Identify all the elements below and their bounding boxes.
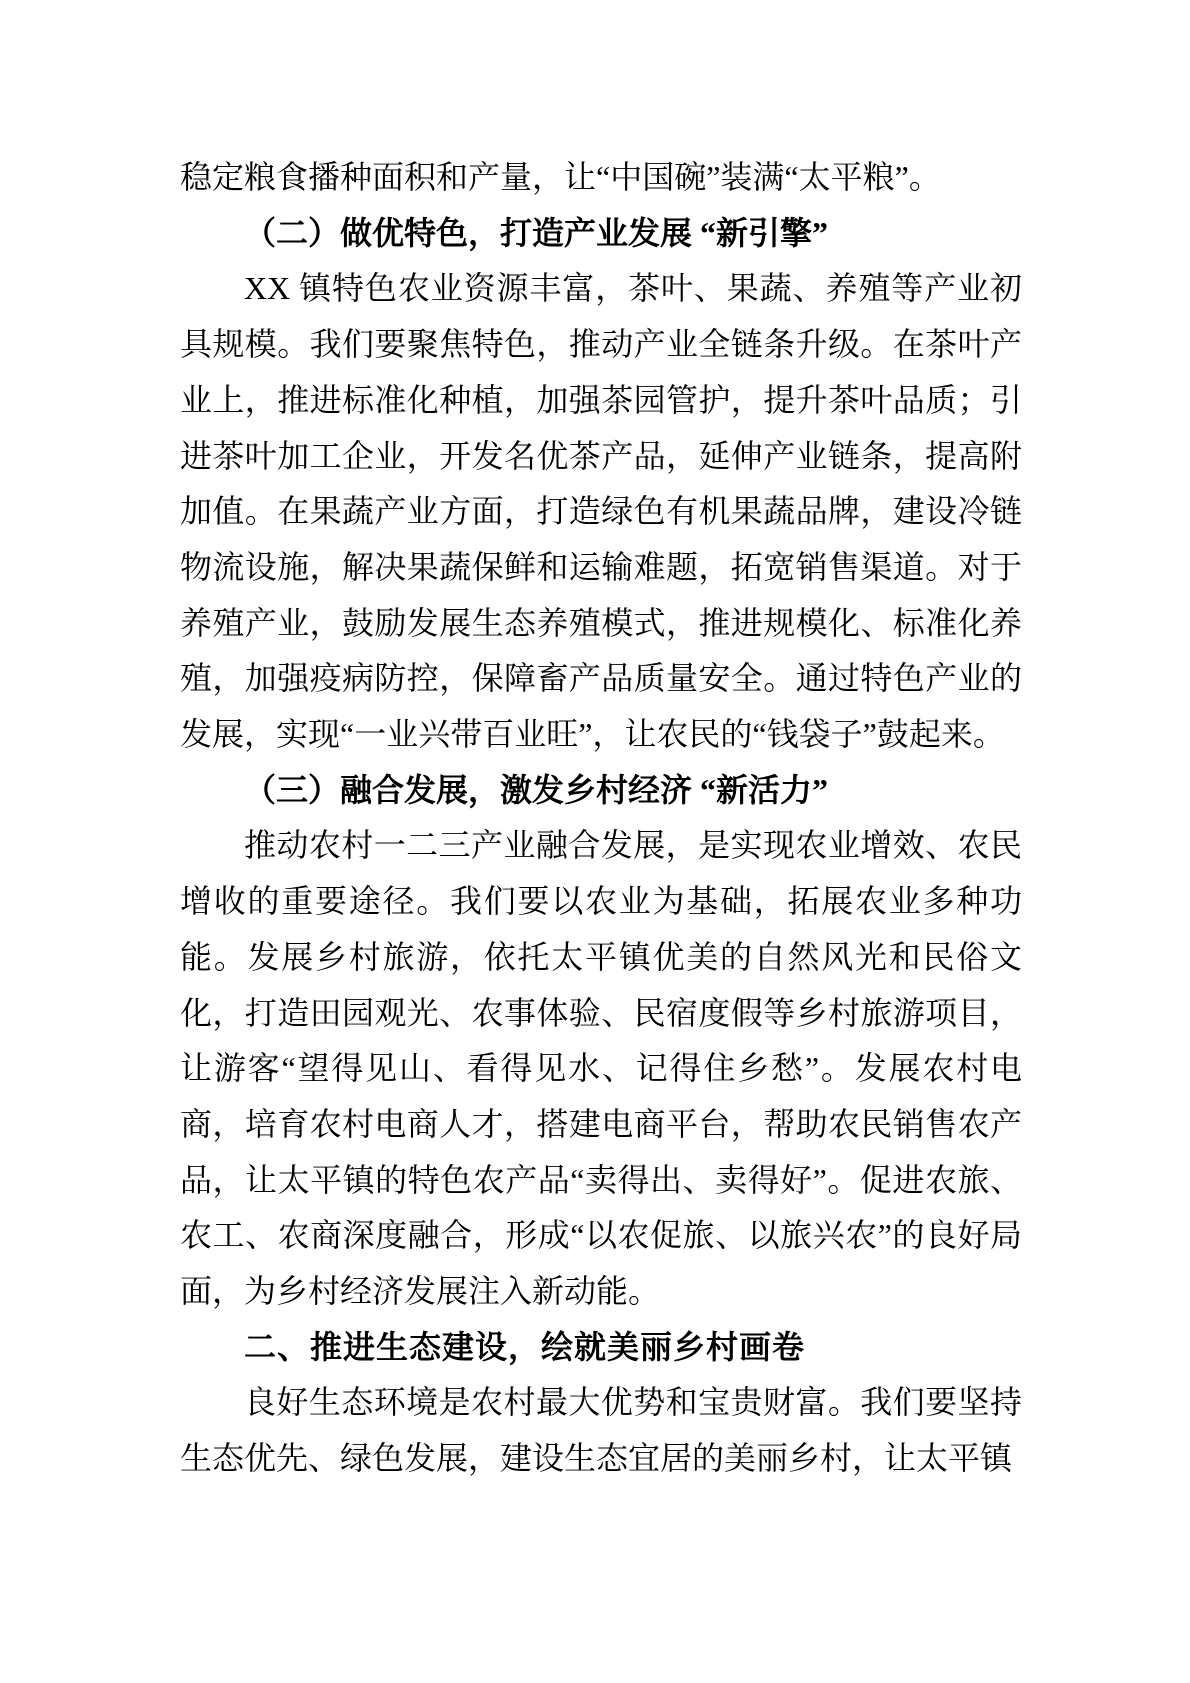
paragraph-continuation: 稳定粮食播种面积和产量，让“中国碗”装满“太平粮”。 [180, 159, 941, 195]
subsection-heading-3: （三）融合发展，激发乡村经济 “新活力” [244, 771, 829, 808]
document-body [180, 150, 1022, 1487]
subsection-heading-2: （二）做优特色，打造产业发展 “新引擎” [244, 214, 829, 251]
section-heading-2: 二、推进生态建设，绘就美丽乡村画卷 [244, 1328, 806, 1365]
paragraph-integrated-development: 推动农村一二三产业融合发展，是实现农业增效、农民增收的重要途径。我们要以农业为基础，拓展农业多种功能。发展乡村旅游，依托太平镇优美的自然风光和民俗文化，打造田园观光、农事体验、民宿度假等乡村旅游项目，让游客“望得见山、看得见水、记得住乡愁”。发展农村电商，培育农村电商人才，搭建电商平台，帮助农民销售农产品，让太平镇的特色农产品“卖得出、卖得好”。促进农旅、农工、农商深度融合，形成“以农促旅、以旅兴农”的良好局面，为乡村经济发展注入新动能。 [180, 827, 1022, 1310]
paragraph-ecology: 良好生态环境是农村最大优势和宝贵财富。我们要坚持生态优先、绿色发展，建设生态宜居的美丽乡村，让太平镇 [180, 1384, 1022, 1477]
paragraph-industry-features: XX 镇特色农业资源丰富，茶叶、果蔬、养殖等产业初具规模。我们要聚焦特色，推动产业全链条升级。在茶叶产业上，推进标准化种植，加强茶园管护，提升茶叶品质；引进茶叶加工企业，开发名优茶产品，延伸产业链条，提高附加值。在果蔬产业方面，打造绿色有机果蔬品牌，建设冷链物流设施，解决果蔬保鲜和运输难题，拓宽销售渠道。对于养殖产业，鼓励发展生态养殖模式，推进规模化、标准化养殖，加强疫病防控，保障畜产品质量安全。通过特色产业的发展，实现“一业兴带百业旺”，让农民的“钱袋子”鼓起来。 [180, 270, 1022, 753]
